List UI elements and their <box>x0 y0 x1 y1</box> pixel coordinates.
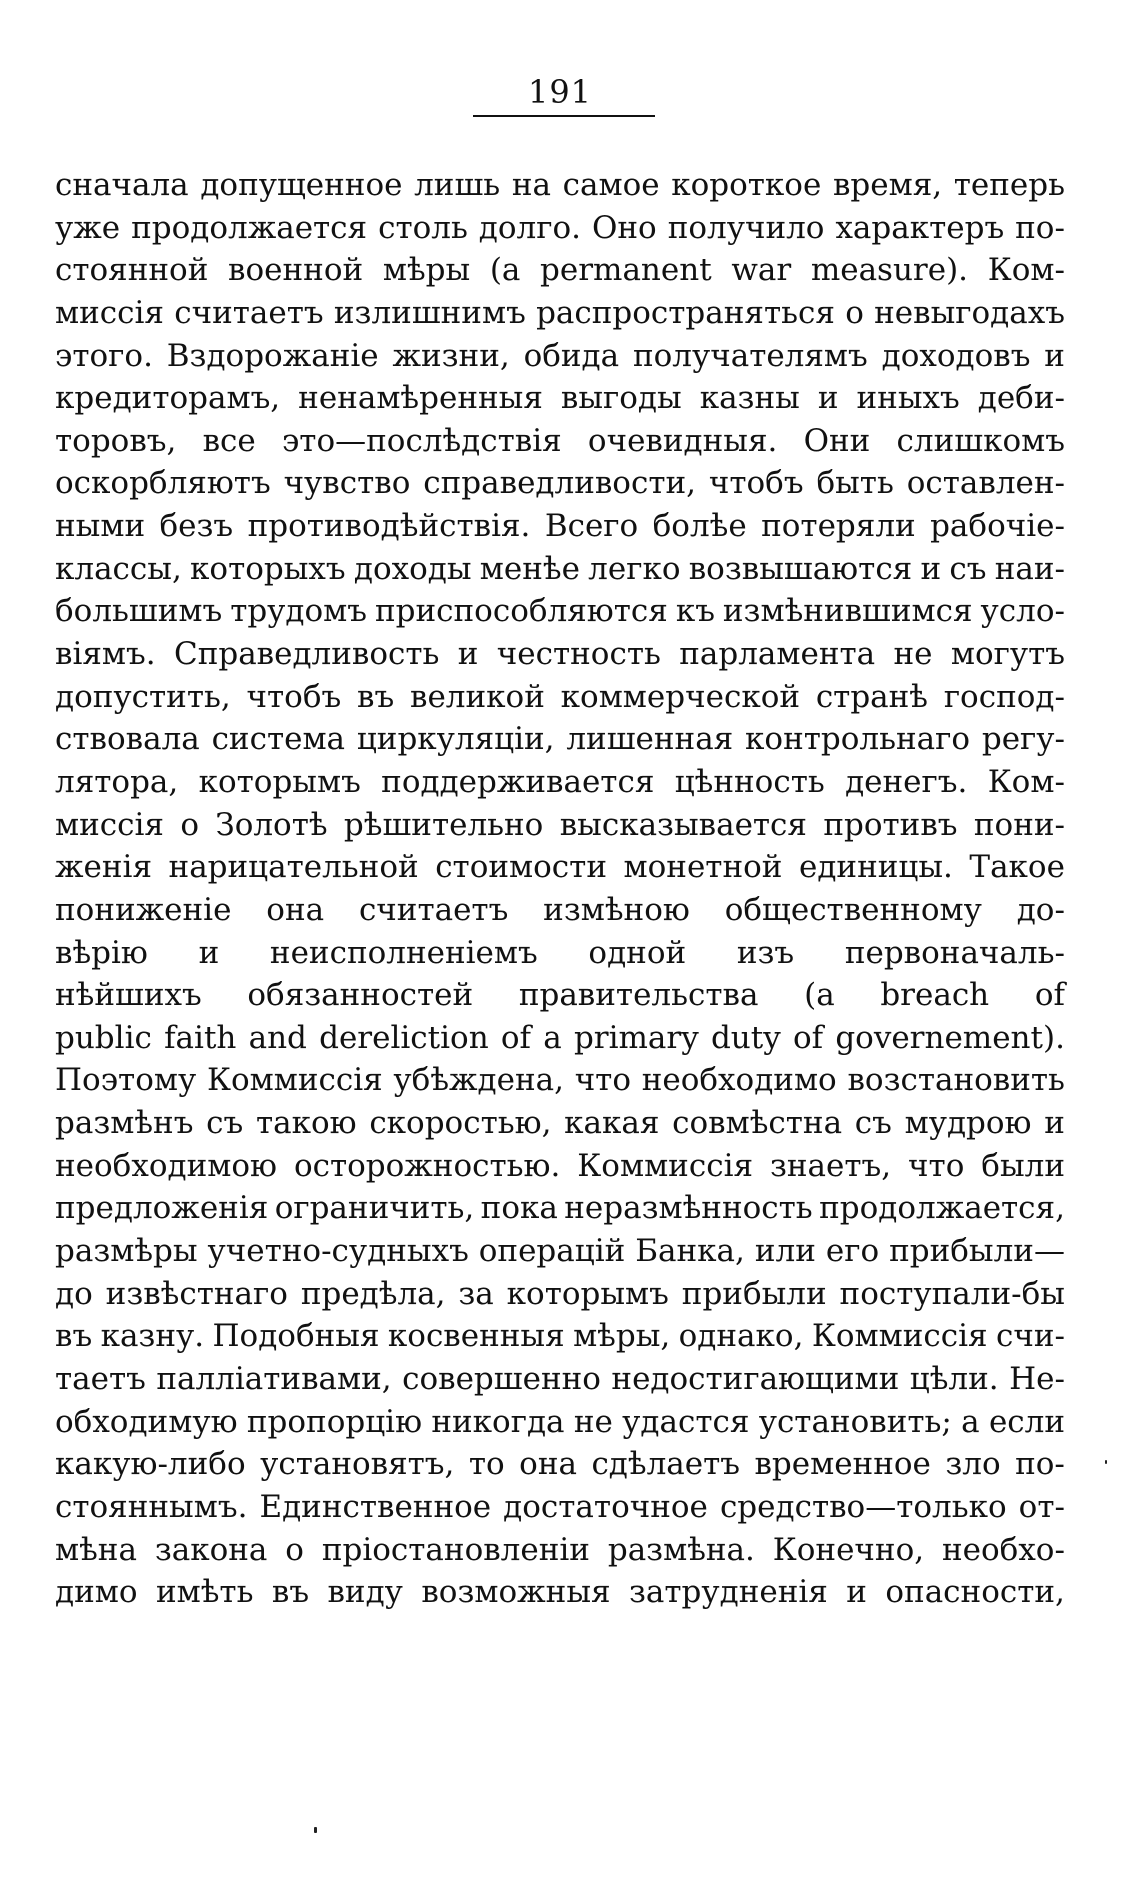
text-line: миссія о Золотѣ рѣшительно высказывается противъ пони- <box>55 806 1065 843</box>
text-line: стояннымъ. Единственное достаточное средство—только от- <box>55 1488 1065 1525</box>
page-number: 191 <box>527 73 593 111</box>
text-line: размѣнъ съ такою скоростью, какая совмѣстна съ мудрою и <box>55 1105 1065 1142</box>
text-line: обходимую пропорцію никогда не удастся установить; а если <box>55 1403 1065 1440</box>
text-line: public faith and dereliction of a primary duty of governement). <box>55 1019 1065 1056</box>
text-line: торовъ, все это—послѣдствія очевидныя. Они слишкомъ <box>55 422 1065 459</box>
text-line: ными безъ противодѣйствія. Всего болѣе потеряли рабочіе- <box>55 508 1065 545</box>
text-line: димо имѣть въ виду возможныя затрудненія и опасности, <box>55 1574 1065 1611</box>
body-text <box>55 164 1065 1614</box>
text-line: классы, которыхъ доходы менѣе легко возвышаются и съ наи- <box>55 550 1065 587</box>
print-speck <box>1105 1460 1107 1464</box>
text-line: вѣрію и неисполненіемъ одной изъ первоначаль- <box>55 934 1065 971</box>
text-line: таетъ палліативами, совершенно недостигающими цѣли. Не- <box>55 1360 1065 1397</box>
text-line: Поэтому Коммиссія убѣждена, что необходимо возстановить <box>55 1062 1065 1099</box>
text-line: до извѣстнаго предѣла, за которымъ прибыли поступали-бы <box>55 1275 1065 1312</box>
text-line: нѣйшихъ обязанностей правительства (a breach of <box>55 977 1065 1014</box>
text-line: предложенія ограничить, пока неразмѣнность продолжается, <box>55 1190 1065 1227</box>
text-line: ствовала система циркуляціи, лишенная контрольнаго регу- <box>55 721 1065 758</box>
text-line: кредиторамъ, ненамѣренныя выгоды казны и иныхъ деби- <box>55 380 1065 417</box>
text-line: уже продолжается столь долго. Оно получило характеръ по- <box>55 209 1065 246</box>
print-speck <box>314 1827 317 1833</box>
text-line: лятора, которымъ поддерживается цѣнность денегъ. Ком- <box>55 763 1065 800</box>
text-line: оскорбляютъ чувство справедливости, чтобъ быть оставлен- <box>55 465 1065 502</box>
page-number-rule <box>473 115 655 117</box>
text-line: сначала допущенное лишь на самое короткое время, теперь <box>55 167 1065 203</box>
text-line: размѣры учетно-судныхъ операцій Банка, или его прибыли— <box>55 1233 1065 1270</box>
text-line: миссія считаетъ излишнимъ распространяться о невыгодахъ <box>55 294 1065 331</box>
text-line: стоянной военной мѣры (a permanent war measure). Ком- <box>55 252 1065 289</box>
text-line: въ казну. Подобныя косвенныя мѣры, однако, Коммиссія счи- <box>55 1318 1065 1355</box>
text-line: какую-либо установятъ, то она сдѣлаетъ временное зло по- <box>55 1446 1065 1483</box>
text-line: віямъ. Справедливость и честность парламента не могутъ <box>55 636 1065 673</box>
text-line: необходимою осторожностью. Коммиссія знаетъ, что были <box>55 1147 1065 1184</box>
text-line: допустить, чтобъ въ великой коммерческой странѣ господ- <box>55 678 1065 715</box>
text-line: мѣна закона о пріостановленіи размѣна. Конечно, необхо- <box>55 1531 1065 1568</box>
text-line: большимъ трудомъ приспособляются къ измѣнившимся усло- <box>55 593 1065 630</box>
text-line: этого. Вздорожаніе жизни, обида получателямъ доходовъ и <box>55 337 1065 374</box>
text-line: женія нарицательной стоимости монетной единицы. Такое <box>55 849 1065 886</box>
text-line: пониженіе она считаетъ измѣною общественному до- <box>55 891 1065 928</box>
